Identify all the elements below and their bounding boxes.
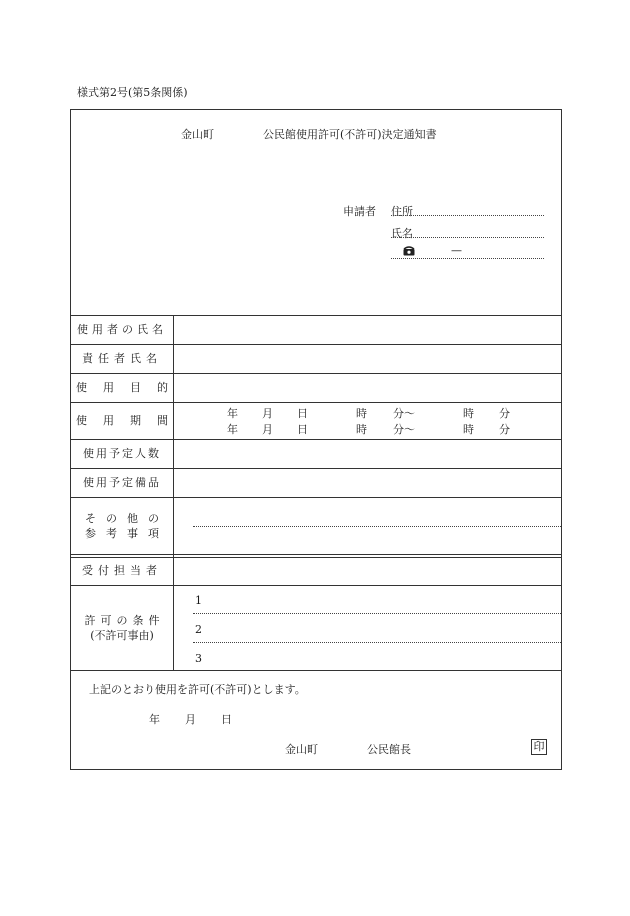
period-start-month: 月 [262,407,273,420]
notice-form [70,109,562,770]
address-line[interactable] [391,215,544,216]
footer-director: 公民館長 [367,743,411,756]
footer-month: 月 [185,713,196,726]
condition-line-2[interactable] [193,642,561,643]
name-label: 氏名 [391,227,413,240]
phone-separator: — [451,244,462,257]
period-start-year: 年 [227,407,238,420]
footer-year: 年 [149,713,160,726]
form-number: 様式第2号(第5条関係) [77,86,188,99]
applicant-label: 申請者 [343,205,376,218]
footer-town: 金山町 [285,743,318,756]
row-label-period: 使用期間 [76,414,184,427]
row-label-purpose: 使用目的 [76,381,184,394]
other-notes-line[interactable] [193,526,561,527]
period-end-hour: 時 [463,407,474,420]
period2-start-hour: 時 [356,423,367,436]
period-start-hour: 時 [356,407,367,420]
row-label-user-name: 使用者の氏名 [77,323,167,336]
condition-line-1[interactable] [193,613,561,614]
period-end-minute: 分 [499,407,510,420]
row-label-receptionist: 受付担当者 [82,564,162,577]
period2-end-minute: 分 [499,423,510,436]
period2-end-hour: 時 [463,423,474,436]
name-line[interactable] [391,237,544,238]
row-label-responsible: 責任者氏名 [82,352,162,365]
period2-start-month: 月 [262,423,273,436]
condition-number-3: 3 [195,652,202,665]
condition-number-1: 1 [195,594,202,607]
phone-line[interactable] [391,258,544,259]
condition-number-2: 2 [195,623,202,636]
row-label-equipment: 使用予定備品 [83,476,161,489]
period2-start-minute: 分〜 [393,423,415,436]
footer-day: 日 [221,713,232,726]
header-town: 金山町 [181,128,214,141]
row-label-attendees: 使用予定人数 [83,447,161,460]
row-label-other: その他の 参考事項 [85,511,169,540]
period2-start-year: 年 [227,423,238,436]
address-label: 住所 [391,205,413,218]
period-start-minute: 分〜 [393,407,415,420]
period2-start-day: 日 [297,423,308,436]
seal-mark: 印 [531,739,547,755]
page-title: 公民館使用許可(不許可)決定通知書 [263,128,437,141]
row-label-conditions: 許可の条件 (不許可事由) [84,613,165,642]
period-start-day: 日 [297,407,308,420]
approval-statement: 上記のとおり使用を許可(不許可)とします。 [89,683,306,696]
